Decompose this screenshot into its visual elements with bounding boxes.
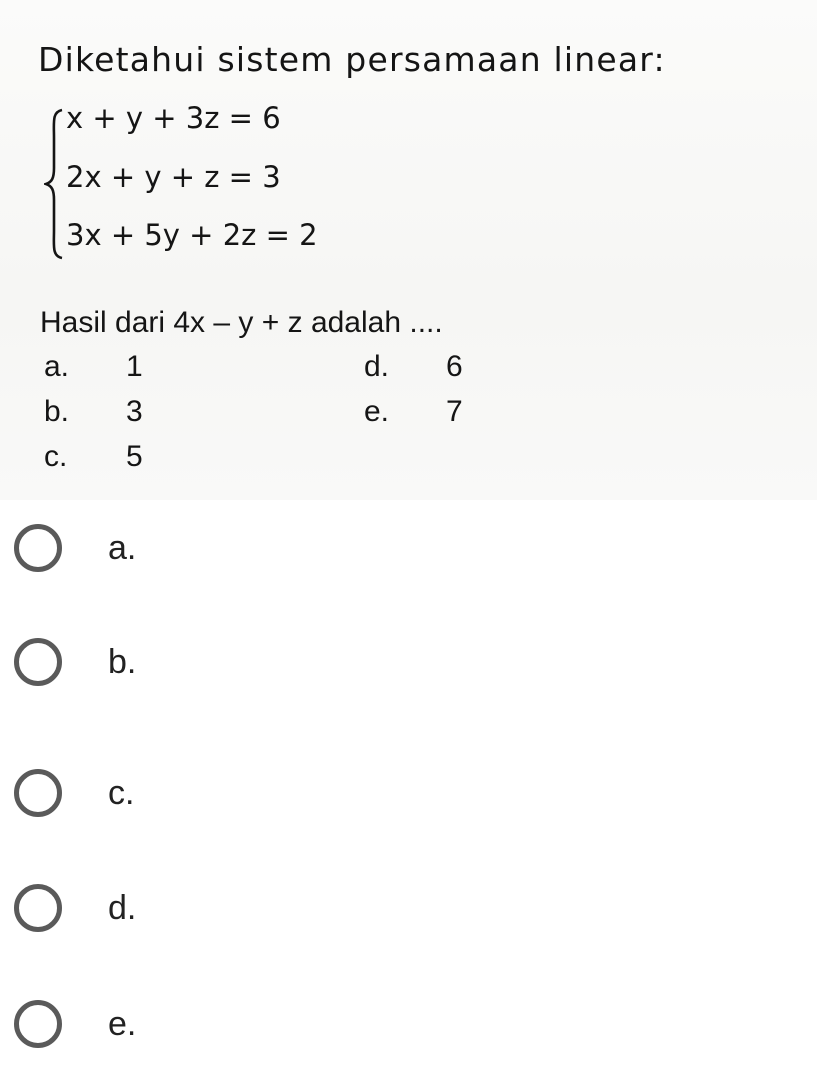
equation-3: 3x + 5y + 2z = 2 <box>66 218 318 252</box>
choice-letter: a. <box>44 350 70 383</box>
option-label: e. <box>108 1004 137 1043</box>
answer-option-b[interactable] <box>0 622 817 702</box>
radio-button[interactable] <box>14 769 62 817</box>
question-image <box>0 0 817 500</box>
choice-e <box>364 395 463 429</box>
answer-option-c[interactable] <box>0 753 817 833</box>
question-prompt: Hasil dari 4x – y + z adalah .... <box>40 306 443 339</box>
choice-value: 7 <box>446 395 463 428</box>
choice-letter: c. <box>44 440 68 473</box>
radio-button[interactable] <box>14 638 62 686</box>
equation-2: 2x + y + z = 3 <box>66 160 281 194</box>
option-label: d. <box>108 888 137 927</box>
choice-d <box>364 350 463 384</box>
answer-option-e[interactable] <box>0 984 817 1064</box>
radio-button[interactable] <box>14 1000 62 1048</box>
brace-icon <box>44 108 66 260</box>
radio-button[interactable] <box>14 524 62 572</box>
choice-value: 6 <box>446 350 463 383</box>
choice-a <box>44 350 143 384</box>
choice-letter: b. <box>44 395 70 428</box>
answer-option-d[interactable] <box>0 868 817 948</box>
option-label: b. <box>108 642 137 681</box>
choice-letter: d. <box>364 350 390 383</box>
choice-c <box>44 440 143 474</box>
choice-letter: e. <box>364 395 390 428</box>
radio-button[interactable] <box>14 884 62 932</box>
option-label: c. <box>108 773 135 812</box>
question-title: Diketahui sistem persamaan linear: <box>38 40 666 79</box>
choice-b <box>44 395 143 429</box>
option-label: a. <box>108 528 137 567</box>
choice-value: 3 <box>126 395 143 428</box>
answer-option-a[interactable] <box>0 508 817 588</box>
choice-value: 1 <box>126 350 143 383</box>
equation-1: x + y + 3z = 6 <box>66 101 281 135</box>
choice-value: 5 <box>126 440 143 473</box>
